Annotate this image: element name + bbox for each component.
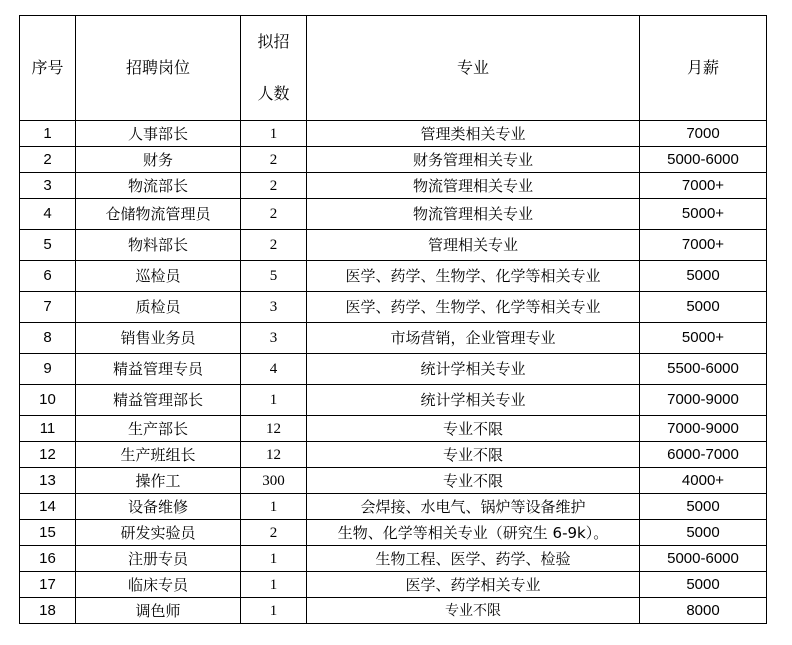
cell-count: 3	[241, 323, 307, 354]
cell-index: 13	[20, 468, 76, 494]
cell-major: 医学、药学、生物学、化学等相关专业	[307, 292, 640, 323]
cell-major: 会焊接、水电气、锅炉等设备维护	[307, 494, 640, 520]
cell-position: 销售业务员	[76, 323, 241, 354]
recruitment-table	[19, 15, 767, 624]
cell-count: 300	[241, 468, 307, 494]
cell-index: 10	[20, 385, 76, 416]
cell-count: 2	[241, 199, 307, 230]
cell-count: 2	[241, 173, 307, 199]
table-row	[20, 468, 767, 494]
cell-salary: 4000+	[640, 468, 767, 494]
cell-position: 巡检员	[76, 261, 241, 292]
header-count	[241, 16, 307, 121]
cell-major: 专业不限	[307, 468, 640, 494]
cell-major: 统计学相关专业	[307, 354, 640, 385]
cell-index: 11	[20, 416, 76, 442]
cell-major: 生物、化学等相关专业（研究生 6-9k）。	[307, 520, 640, 546]
cell-count: 3	[241, 292, 307, 323]
cell-count: 1	[241, 385, 307, 416]
cell-major: 管理类相关专业	[307, 121, 640, 147]
cell-position: 仓储物流管理员	[76, 199, 241, 230]
cell-count: 12	[241, 442, 307, 468]
cell-index: 6	[20, 261, 76, 292]
table-row	[20, 292, 767, 323]
cell-position: 精益管理部长	[76, 385, 241, 416]
cell-salary: 5000	[640, 261, 767, 292]
cell-salary: 5500-6000	[640, 354, 767, 385]
cell-index: 14	[20, 494, 76, 520]
table-row	[20, 442, 767, 468]
table-row	[20, 598, 767, 624]
header-count-line1: 拟招	[257, 32, 290, 51]
cell-index: 18	[20, 598, 76, 624]
table-header	[20, 16, 767, 121]
cell-salary: 7000	[640, 121, 767, 147]
cell-index: 16	[20, 546, 76, 572]
cell-salary: 5000	[640, 292, 767, 323]
cell-salary: 5000	[640, 494, 767, 520]
header-index: 序号	[20, 16, 76, 121]
table-row	[20, 546, 767, 572]
cell-major: 管理相关专业	[307, 230, 640, 261]
cell-salary: 7000-9000	[640, 385, 767, 416]
table-row	[20, 494, 767, 520]
cell-index: 5	[20, 230, 76, 261]
cell-count: 4	[241, 354, 307, 385]
cell-count: 2	[241, 147, 307, 173]
cell-count: 1	[241, 494, 307, 520]
cell-position: 注册专员	[76, 546, 241, 572]
cell-salary: 7000-9000	[640, 416, 767, 442]
cell-position: 调色师	[76, 598, 241, 624]
table-row	[20, 121, 767, 147]
header-major: 专业	[307, 16, 640, 121]
header-count-line2: 人数	[257, 84, 290, 103]
cell-major: 医学、药学、生物学、化学等相关专业	[307, 261, 640, 292]
cell-position: 精益管理专员	[76, 354, 241, 385]
cell-position: 物料部长	[76, 230, 241, 261]
cell-salary: 7000+	[640, 173, 767, 199]
table-row	[20, 323, 767, 354]
cell-index: 17	[20, 572, 76, 598]
cell-salary: 5000	[640, 572, 767, 598]
cell-index: 7	[20, 292, 76, 323]
cell-major: 统计学相关专业	[307, 385, 640, 416]
cell-position: 人事部长	[76, 121, 241, 147]
cell-count: 1	[241, 598, 307, 624]
cell-major: 财务管理相关专业	[307, 147, 640, 173]
cell-major: 物流管理相关专业	[307, 199, 640, 230]
cell-position: 研发实验员	[76, 520, 241, 546]
table-row	[20, 354, 767, 385]
table-row	[20, 147, 767, 173]
cell-salary: 8000	[640, 598, 767, 624]
table-row	[20, 173, 767, 199]
cell-index: 15	[20, 520, 76, 546]
table-row	[20, 572, 767, 598]
cell-count: 2	[241, 520, 307, 546]
cell-major: 专业不限	[307, 416, 640, 442]
header-row	[20, 16, 767, 121]
header-position: 招聘岗位	[76, 16, 241, 121]
cell-index: 9	[20, 354, 76, 385]
cell-position: 质检员	[76, 292, 241, 323]
cell-count: 1	[241, 546, 307, 572]
cell-salary: 5000	[640, 520, 767, 546]
table-row	[20, 385, 767, 416]
cell-major: 专业不限	[307, 442, 640, 468]
cell-position: 生产班组长	[76, 442, 241, 468]
cell-salary: 7000+	[640, 230, 767, 261]
cell-major: 专业不限	[307, 598, 640, 624]
cell-position: 临床专员	[76, 572, 241, 598]
table-row	[20, 261, 767, 292]
table-body	[20, 121, 767, 624]
cell-position: 操作工	[76, 468, 241, 494]
cell-count: 5	[241, 261, 307, 292]
cell-index: 1	[20, 121, 76, 147]
table-row	[20, 416, 767, 442]
cell-count: 1	[241, 121, 307, 147]
cell-salary: 6000-7000	[640, 442, 767, 468]
cell-index: 8	[20, 323, 76, 354]
cell-position: 财务	[76, 147, 241, 173]
cell-major: 市场营销，企业管理专业	[307, 323, 640, 354]
header-salary: 月薪	[640, 16, 767, 121]
table-row	[20, 199, 767, 230]
cell-index: 2	[20, 147, 76, 173]
cell-count: 1	[241, 572, 307, 598]
cell-index: 12	[20, 442, 76, 468]
cell-salary: 5000-6000	[640, 546, 767, 572]
cell-index: 4	[20, 199, 76, 230]
cell-count: 2	[241, 230, 307, 261]
cell-salary: 5000-6000	[640, 147, 767, 173]
cell-salary: 5000+	[640, 199, 767, 230]
cell-salary: 5000+	[640, 323, 767, 354]
table-row	[20, 520, 767, 546]
cell-position: 生产部长	[76, 416, 241, 442]
cell-count: 12	[241, 416, 307, 442]
cell-position: 设备维修	[76, 494, 241, 520]
cell-major: 医学、药学相关专业	[307, 572, 640, 598]
cell-position: 物流部长	[76, 173, 241, 199]
table-row	[20, 230, 767, 261]
cell-major: 生物工程、医学、药学、检验	[307, 546, 640, 572]
cell-major: 物流管理相关专业	[307, 173, 640, 199]
cell-index: 3	[20, 173, 76, 199]
